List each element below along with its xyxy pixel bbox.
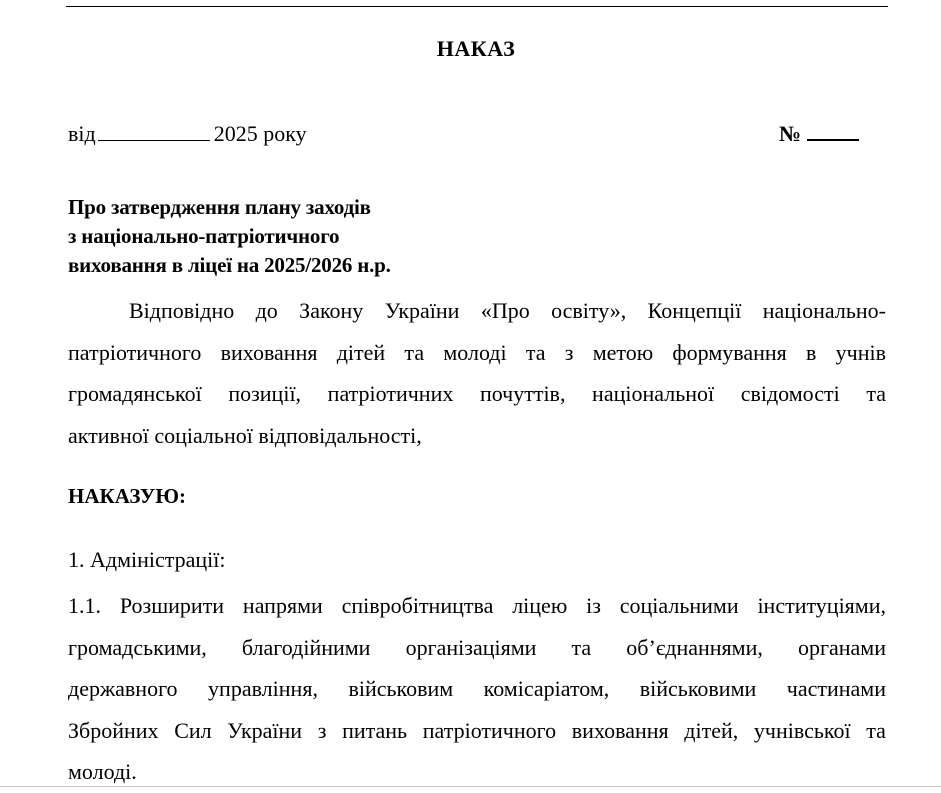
word: військовими bbox=[639, 676, 757, 701]
word: України bbox=[227, 717, 303, 743]
number-blank-field bbox=[807, 121, 859, 141]
preamble-paragraph bbox=[68, 290, 886, 456]
word: Сил bbox=[174, 717, 212, 743]
preamble-line: Відповідно до Закону України «Про освіту», Концепції національно- bbox=[129, 298, 886, 323]
number-label: № bbox=[779, 121, 802, 146]
word: Розширити bbox=[119, 593, 225, 618]
word: питань bbox=[342, 717, 408, 743]
word: співробітництва bbox=[341, 593, 494, 618]
word: державного bbox=[68, 676, 178, 701]
word: військовим bbox=[348, 676, 454, 701]
date-line bbox=[68, 121, 307, 147]
word: молоді. bbox=[68, 759, 137, 784]
word: патріотичного bbox=[422, 717, 557, 743]
preamble-line: громадянської позиції, патріотичних почуттів, національної свідомості та bbox=[68, 381, 886, 406]
preamble-line: патріотичного виховання дітей та молоді та з метою формування в учнів bbox=[68, 339, 886, 365]
word: об’єднаннями, bbox=[626, 634, 763, 660]
section-heading: 1. Адміністрації: bbox=[68, 547, 226, 572]
word: із bbox=[586, 593, 601, 618]
word: інституціями, bbox=[757, 593, 886, 618]
word: та bbox=[866, 717, 886, 743]
word: виховання bbox=[571, 717, 669, 743]
item-line bbox=[68, 668, 886, 710]
subject-line: Про затвердження плану заходів bbox=[68, 195, 371, 219]
item-line bbox=[68, 710, 886, 752]
word: частинами bbox=[786, 676, 886, 701]
word: дітей, bbox=[684, 717, 739, 743]
word: комісаріатом, bbox=[483, 676, 610, 701]
word: благодійними bbox=[241, 634, 371, 660]
subject-line: виховання в ліцеї на 2025/2026 н.р. bbox=[68, 253, 391, 277]
date-blank-field bbox=[98, 122, 210, 141]
date-suffix: 2025 року bbox=[213, 121, 307, 146]
word: напрями bbox=[242, 593, 323, 618]
word: з bbox=[317, 717, 327, 743]
word: організаціями bbox=[405, 634, 537, 660]
item-line bbox=[68, 627, 886, 669]
word: учнівської bbox=[753, 717, 851, 743]
item-1-1-paragraph bbox=[68, 585, 886, 793]
document-title: НАКАЗ bbox=[436, 36, 516, 61]
item-line bbox=[68, 585, 886, 627]
preamble-line: активної соціальної відповідальності, bbox=[68, 422, 422, 448]
command-heading: НАКАЗУЮ: bbox=[68, 484, 186, 508]
word: 1.1. bbox=[68, 593, 101, 618]
order-subject bbox=[68, 193, 391, 280]
top-rule-divider bbox=[66, 6, 888, 7]
subject-line: з національно-патріотичного bbox=[68, 224, 340, 248]
word: соціальними bbox=[619, 593, 739, 618]
page-bottom-edge bbox=[0, 786, 941, 787]
word: управління, bbox=[208, 676, 318, 701]
word: громадськими, bbox=[68, 634, 207, 660]
word: ліцею bbox=[512, 593, 568, 618]
word: Збройних bbox=[68, 717, 159, 743]
date-prefix: від bbox=[68, 121, 96, 146]
word: органами bbox=[797, 634, 886, 660]
order-number-line bbox=[779, 121, 859, 147]
word: та bbox=[571, 634, 592, 660]
